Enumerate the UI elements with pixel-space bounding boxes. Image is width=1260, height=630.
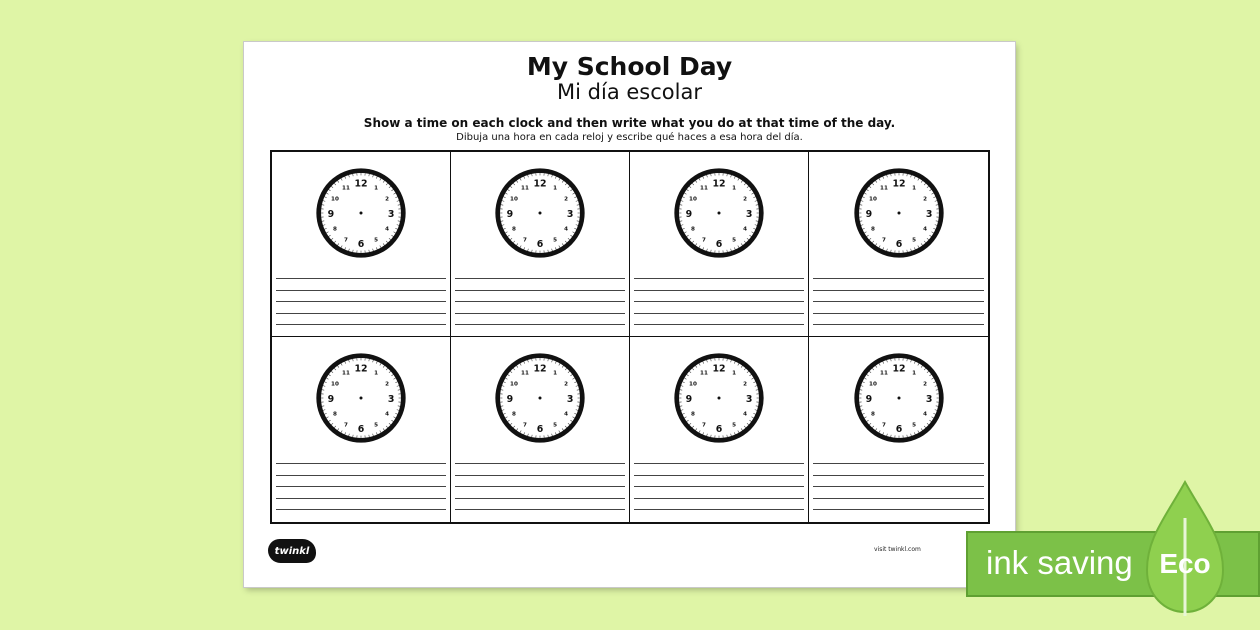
clock-number: 12 xyxy=(891,178,906,190)
clock-number: 8 xyxy=(870,226,875,233)
writing-lines[interactable] xyxy=(813,278,984,330)
instruction-english: Show a time on each clock and then write what you do at that time of the day. xyxy=(363,116,896,130)
writing-line xyxy=(813,278,984,279)
clock-number: 3 xyxy=(387,208,395,220)
clock-number: 1 xyxy=(732,185,737,192)
clock-number: 10 xyxy=(689,196,697,203)
writing-line xyxy=(455,301,625,302)
clock-number: 12 xyxy=(354,363,368,375)
clock-number: 12 xyxy=(712,363,726,375)
writing-line xyxy=(813,324,984,325)
clock-number: 2 xyxy=(385,381,390,388)
writing-line xyxy=(276,301,446,302)
clock-number: 10 xyxy=(331,381,339,388)
writing-line xyxy=(455,498,625,499)
clock-number: 9 xyxy=(327,208,335,220)
writing-line xyxy=(276,313,446,314)
clock-number: 11 xyxy=(879,185,888,192)
writing-line xyxy=(634,278,804,279)
clock-number: 6 xyxy=(895,423,902,435)
clock-number: 11 xyxy=(342,370,350,377)
clock-cell xyxy=(809,337,988,522)
writing-line xyxy=(813,463,984,464)
writing-line xyxy=(455,290,625,291)
clock-cell xyxy=(272,337,451,522)
clock-number: 10 xyxy=(868,381,877,388)
clock-number: 9 xyxy=(506,208,514,220)
writing-lines[interactable] xyxy=(813,463,984,516)
clock-number: 8 xyxy=(511,411,516,418)
writing-line xyxy=(276,498,446,499)
clock-number: 12 xyxy=(354,178,368,190)
twinkl-logo: twinkl xyxy=(268,539,316,563)
clock-number: 3 xyxy=(566,393,574,405)
writing-line xyxy=(276,278,446,279)
writing-line xyxy=(813,498,984,499)
writing-line xyxy=(455,324,625,325)
clock-number: 4 xyxy=(385,226,390,233)
clock-cell xyxy=(272,152,451,337)
writing-lines[interactable] xyxy=(276,463,446,516)
writing-lines[interactable] xyxy=(276,278,446,330)
writing-lines[interactable] xyxy=(634,463,804,516)
clock-number: 5 xyxy=(732,422,737,429)
clock-number: 10 xyxy=(331,196,339,203)
clock-number: 1 xyxy=(911,185,916,192)
clock-number: 5 xyxy=(374,237,379,244)
clock-face[interactable] xyxy=(852,166,946,260)
clock-number: 4 xyxy=(564,226,569,233)
clock-cell xyxy=(451,337,630,522)
clock-number: 8 xyxy=(332,411,337,418)
clock-number: 5 xyxy=(553,422,558,429)
clock-number: 1 xyxy=(553,370,558,377)
ink-saving-label: ink saving xyxy=(986,544,1133,581)
clock-number: 10 xyxy=(510,196,518,203)
clock-face[interactable] xyxy=(493,166,587,260)
clock-number: 6 xyxy=(357,423,365,435)
writing-line xyxy=(813,290,984,291)
writing-line xyxy=(634,509,804,510)
clock-number: 3 xyxy=(925,208,932,220)
clock-cell xyxy=(630,152,809,337)
clock-cell xyxy=(451,152,630,337)
clock-number: 2 xyxy=(743,381,748,388)
clock-number: 9 xyxy=(685,208,693,220)
clock-number: 9 xyxy=(865,393,872,405)
instruction-spanish: Dibuja una hora en cada reloj y escribe qué haces a esa hora del día. xyxy=(456,132,803,143)
writing-line xyxy=(813,509,984,510)
clock-number: 2 xyxy=(385,196,390,203)
clock-number: 5 xyxy=(374,422,379,429)
footer-url: visit twinkl.com xyxy=(874,546,921,553)
clock-number: 4 xyxy=(743,226,748,233)
clock-number: 12 xyxy=(891,363,906,375)
eco-leaf-icon xyxy=(1125,478,1255,618)
clock-number: 12 xyxy=(533,178,547,190)
clock-number: 11 xyxy=(700,370,708,377)
clock-number: 11 xyxy=(342,185,350,192)
clock-number: 4 xyxy=(564,411,569,418)
clock-face[interactable] xyxy=(672,351,766,445)
clock-number: 2 xyxy=(743,196,748,203)
writing-line xyxy=(455,475,625,476)
writing-line xyxy=(813,475,984,476)
writing-line xyxy=(455,486,625,487)
clock-number: 8 xyxy=(511,226,516,233)
writing-line xyxy=(455,463,625,464)
clock-number: 3 xyxy=(387,393,395,405)
writing-line xyxy=(634,475,804,476)
worksheet-page xyxy=(244,42,1015,587)
writing-line xyxy=(634,290,804,291)
clock-number: 6 xyxy=(895,238,902,250)
clock-number: 12 xyxy=(533,363,547,375)
clock-number: 7 xyxy=(881,237,886,244)
clock-face[interactable] xyxy=(493,351,587,445)
writing-line xyxy=(634,463,804,464)
clock-number: 9 xyxy=(506,393,514,405)
clock-number: 11 xyxy=(521,185,529,192)
clock-number: 7 xyxy=(522,422,527,429)
writing-line xyxy=(634,486,804,487)
clock-number: 7 xyxy=(343,237,348,244)
writing-line xyxy=(276,486,446,487)
clock-number: 3 xyxy=(745,393,753,405)
clock-number: 2 xyxy=(922,381,927,388)
worksheet-subtitle: Mi día escolar xyxy=(557,80,702,104)
writing-line xyxy=(813,486,984,487)
clock-number: 3 xyxy=(566,208,574,220)
clock-number: 1 xyxy=(374,185,379,192)
clock-number: 3 xyxy=(925,393,932,405)
writing-lines[interactable] xyxy=(634,278,804,330)
writing-line xyxy=(455,509,625,510)
clock-number: 7 xyxy=(881,422,886,429)
clock-number: 1 xyxy=(553,185,558,192)
clock-number: 2 xyxy=(564,196,569,203)
clock-number: 6 xyxy=(536,423,544,435)
clock-number: 4 xyxy=(922,226,927,233)
clock-face[interactable] xyxy=(314,351,408,445)
clock-number: 7 xyxy=(701,237,706,244)
clock-number: 8 xyxy=(690,226,695,233)
clock-number: 2 xyxy=(922,196,927,203)
clock-number: 1 xyxy=(732,370,737,377)
clock-number: 9 xyxy=(327,393,335,405)
clock-number: 3 xyxy=(745,208,753,220)
clock-number: 5 xyxy=(911,422,916,429)
clock-number: 4 xyxy=(385,411,390,418)
writing-line xyxy=(634,313,804,314)
clock-number: 11 xyxy=(700,185,708,192)
writing-lines[interactable] xyxy=(455,278,625,330)
worksheet-title: My School Day xyxy=(526,52,733,81)
clock-number: 7 xyxy=(701,422,706,429)
clock-number: 10 xyxy=(868,196,877,203)
clock-face[interactable] xyxy=(672,166,766,260)
clock-number: 11 xyxy=(521,370,529,377)
writing-line xyxy=(813,301,984,302)
clock-face[interactable] xyxy=(852,351,946,445)
clock-number: 4 xyxy=(743,411,748,418)
writing-line xyxy=(276,475,446,476)
clock-number: 1 xyxy=(911,370,916,377)
clock-number: 5 xyxy=(732,237,737,244)
clock-number: 6 xyxy=(536,238,544,250)
clock-number: 10 xyxy=(510,381,518,388)
writing-line xyxy=(455,313,625,314)
writing-lines[interactable] xyxy=(455,463,625,516)
eco-label: Eco xyxy=(1159,548,1211,579)
clock-number: 6 xyxy=(357,238,365,250)
clock-number: 11 xyxy=(879,370,888,377)
writing-line xyxy=(276,463,446,464)
clock-number: 7 xyxy=(522,237,527,244)
clock-number: 8 xyxy=(332,226,337,233)
clock-number: 4 xyxy=(922,411,927,418)
clock-cell xyxy=(630,337,809,522)
clock-number: 8 xyxy=(870,411,875,418)
writing-line xyxy=(634,324,804,325)
writing-line xyxy=(813,313,984,314)
clock-number: 5 xyxy=(911,237,916,244)
clock-number: 2 xyxy=(564,381,569,388)
clock-number: 1 xyxy=(374,370,379,377)
writing-line xyxy=(634,301,804,302)
clock-number: 6 xyxy=(715,423,723,435)
writing-line xyxy=(455,278,625,279)
clock-number: 8 xyxy=(690,411,695,418)
clock-number: 7 xyxy=(343,422,348,429)
clock-number: 6 xyxy=(715,238,723,250)
clock-face[interactable] xyxy=(314,166,408,260)
clock-number: 12 xyxy=(712,178,726,190)
writing-line xyxy=(276,509,446,510)
writing-line xyxy=(276,324,446,325)
clock-number: 9 xyxy=(685,393,693,405)
clock-number: 10 xyxy=(689,381,697,388)
clock-cell xyxy=(809,152,988,337)
writing-line xyxy=(276,290,446,291)
clock-number: 5 xyxy=(553,237,558,244)
writing-line xyxy=(634,498,804,499)
clock-grid xyxy=(270,150,990,524)
clock-number: 9 xyxy=(865,208,872,220)
